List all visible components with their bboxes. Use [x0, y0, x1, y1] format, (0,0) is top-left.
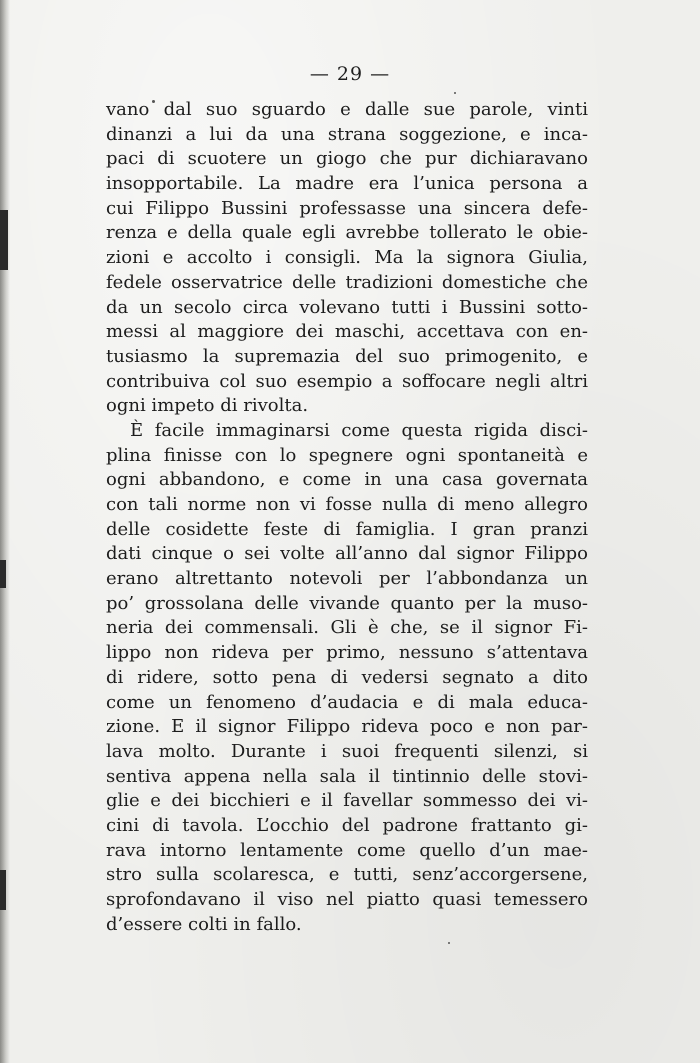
text-line: glie e dei bicchieri e il favellar sommesso dei vi- — [106, 790, 588, 812]
text-line: lava molto. Durante i suoi frequenti silenzi, si — [106, 740, 588, 762]
text-line: neria dei commensali. Gli è che, se il signor Fi- — [106, 617, 588, 639]
paper-speck — [448, 942, 450, 944]
text-line: d’essere colti in fallo. — [106, 913, 302, 935]
text-line: come un fenomeno d’audacia e di mala educa- — [106, 691, 588, 713]
binding-mark — [0, 870, 6, 910]
text-line: ogni impeto di rivolta. — [106, 395, 309, 417]
body-text — [106, 98, 588, 937]
text-line: insopportabile. La madre era l’unica persona a — [106, 173, 588, 195]
paragraph — [106, 419, 588, 937]
text-line: messi al maggiore dei maschi, accettava con en- — [106, 321, 588, 343]
text-line: sentiva appena nella sala il tintinnio delle stovi- — [106, 765, 588, 787]
text-line: da un secolo circa volevano tutti i Bussini sotto- — [106, 296, 588, 318]
text-line: paci di scuotere un giogo che pur dichiaravano — [106, 148, 588, 170]
text-line: po’ grossolana delle vivande quanto per la muso- — [106, 592, 588, 614]
text-line: delle cosidette feste di famiglia. I gran pranzi — [106, 518, 588, 540]
text-line: rava intorno lentamente come quello d’un mae- — [106, 839, 588, 861]
text-line: dati cinque o sei volte all’anno dal signor Filippo — [106, 543, 588, 565]
text-line: contribuiva col suo esempio a soffocare negli altri — [106, 370, 588, 392]
text-line: stro sulla scolaresca, e tutti, senz’accorgersene, — [106, 864, 588, 886]
text-line: sprofondavano il viso nel piatto quasi temessero — [106, 889, 588, 910]
text-line: fedele osservatrice delle tradizioni domestiche che — [106, 271, 588, 293]
text-line: ogni abbandono, e come in una casa governata — [106, 469, 588, 491]
page-number: — 29 — — [309, 63, 391, 85]
text-line: di ridere, sotto pena di vedersi segnato a dito — [106, 666, 588, 688]
text-line: cui Filippo Bussini professasse una sincera defe- — [106, 197, 588, 219]
text-line: zioni e accolto i consigli. Ma la signora Giulia, — [106, 247, 588, 269]
text-line: dinanzi a lui da una strana soggezione, e inca- — [106, 123, 588, 145]
text-line: zione. E il signor Filippo rideva poco e non par- — [106, 716, 588, 738]
text-line: lippo non rideva per primo, nessuno s’attentava — [106, 642, 588, 664]
paper-speck — [454, 92, 456, 94]
text-line: con tali norme non vi fosse nulla di meno allegro — [106, 494, 588, 515]
text-line: tusiasmo la supremazia del suo primogenito, e — [106, 345, 588, 367]
binding-mark — [0, 210, 8, 270]
text-line: renza e della quale egli avrebbe tollerato le obie- — [106, 222, 588, 244]
text-line: cini di tavola. L’occhio del padrone frattanto gi- — [106, 814, 588, 836]
text-line: plina finisse con lo spegnere ogni spontaneità e — [106, 444, 588, 466]
text-line: È facile immaginarsi come questa rigida disci- — [130, 419, 588, 441]
paragraph — [106, 98, 588, 419]
binding-mark — [0, 560, 6, 588]
text-line: vano dal suo sguardo e dalle sue parole, vinti — [106, 99, 588, 120]
text-line: erano altrettanto notevoli per l’abbondanza un — [106, 568, 588, 590]
